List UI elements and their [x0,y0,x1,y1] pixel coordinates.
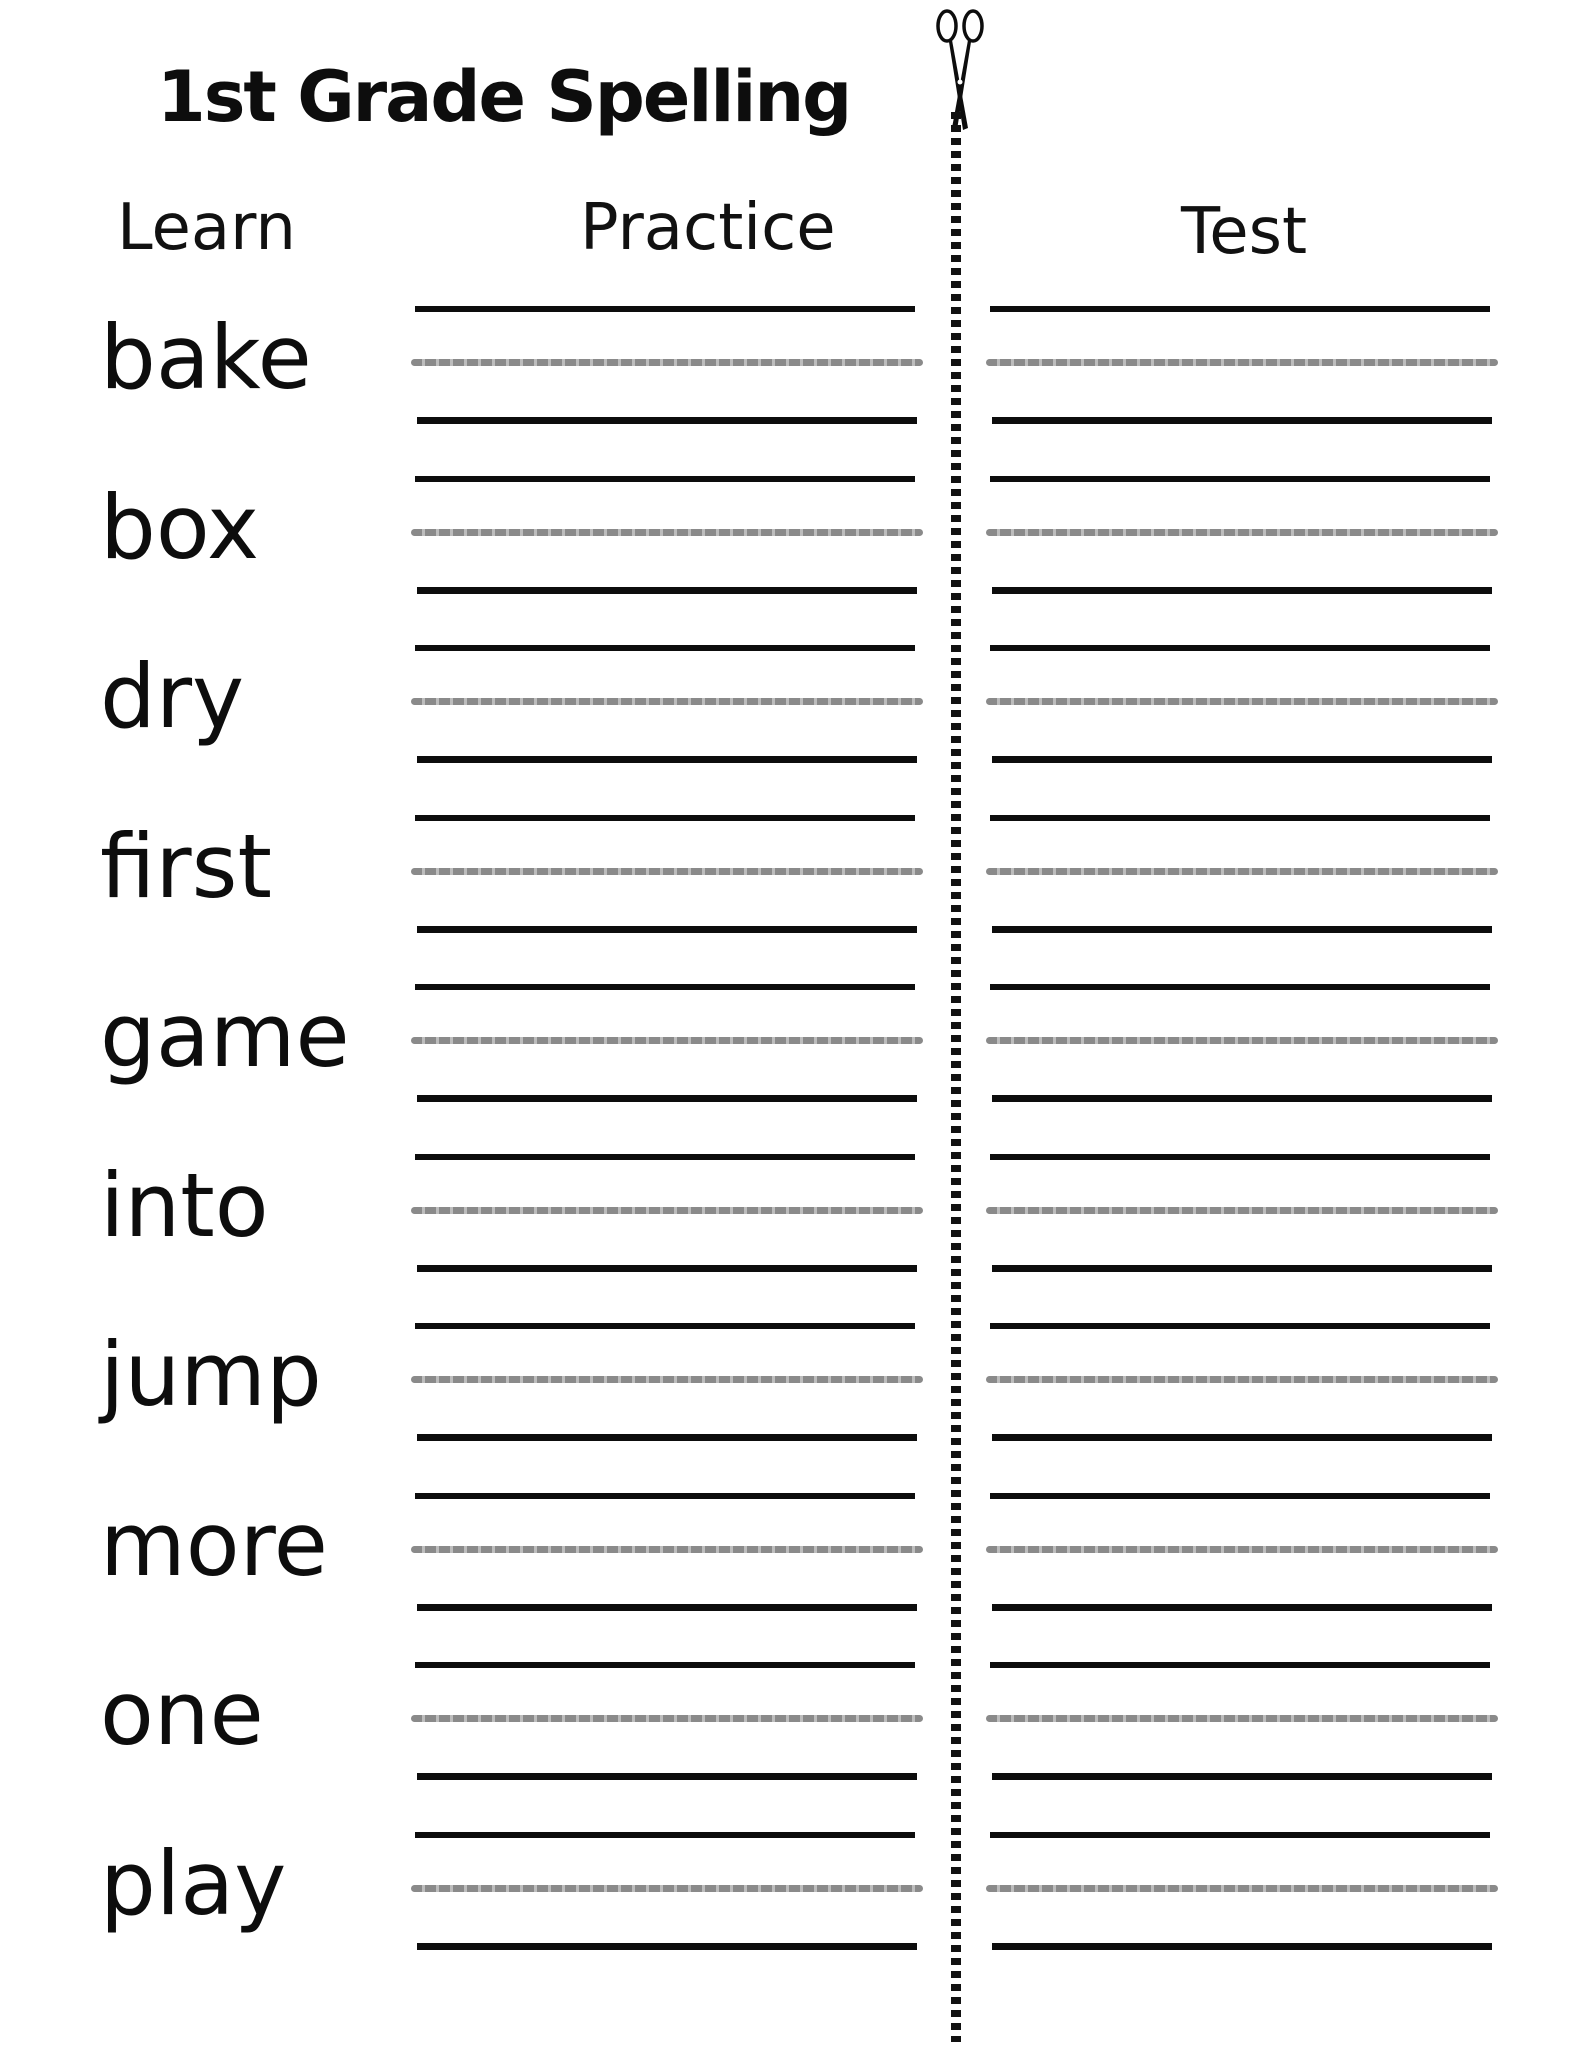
practice-writing-lines[interactable] [415,645,920,770]
mid-guide-line [411,359,923,366]
top-guide-line [415,476,915,482]
mid-guide-line [986,698,1498,705]
mid-guide-line [411,1546,923,1553]
spelling-word: one [100,1662,264,1765]
spelling-row [0,476,1588,646]
spelling-row [0,306,1588,476]
test-writing-lines[interactable] [990,645,1495,770]
top-guide-line [990,1323,1490,1329]
bottom-guide-line [417,1434,917,1441]
top-guide-line [990,815,1490,821]
bottom-guide-line [417,1773,917,1780]
top-guide-line [415,1832,915,1838]
top-guide-line [415,306,915,312]
test-writing-lines[interactable] [990,1662,1495,1787]
practice-writing-lines[interactable] [415,984,920,1109]
top-guide-line [990,476,1490,482]
top-guide-line [990,306,1490,312]
bottom-guide-line [992,1604,1492,1611]
top-guide-line [990,1493,1490,1499]
mid-guide-line [986,1037,1498,1044]
spelling-word: dry [100,645,245,748]
bottom-guide-line [417,1265,917,1272]
learn-column-header: Learn [117,191,296,265]
top-guide-line [415,1323,915,1329]
test-column-header: Test [1181,195,1308,269]
bottom-guide-line [417,1943,917,1950]
bottom-guide-line [417,587,917,594]
mid-guide-line [411,868,923,875]
top-guide-line [415,1493,915,1499]
mid-guide-line [411,1207,923,1214]
bottom-guide-line [417,1604,917,1611]
bottom-guide-line [992,756,1492,763]
test-writing-lines[interactable] [990,984,1495,1109]
mid-guide-line [986,1885,1498,1892]
mid-guide-line [986,359,1498,366]
test-writing-lines[interactable] [990,476,1495,601]
worksheet-title: 1st Grade Spelling [157,56,851,138]
bottom-guide-line [992,587,1492,594]
test-writing-lines[interactable] [990,1493,1495,1618]
top-guide-line [990,984,1490,990]
top-guide-line [415,815,915,821]
practice-column-header: Practice [580,191,836,265]
spelling-word: more [100,1493,328,1596]
mid-guide-line [411,1885,923,1892]
mid-guide-line [986,1715,1498,1722]
mid-guide-line [986,868,1498,875]
top-guide-line [415,1662,915,1668]
mid-guide-line [411,529,923,536]
mid-guide-line [411,698,923,705]
spelling-word: jump [100,1323,322,1426]
top-guide-line [415,984,915,990]
bottom-guide-line [992,1265,1492,1272]
spelling-word: bake [100,306,312,409]
bottom-guide-line [992,1434,1492,1441]
spelling-row [0,1154,1588,1324]
mid-guide-line [411,1715,923,1722]
practice-writing-lines[interactable] [415,815,920,940]
bottom-guide-line [417,926,917,933]
bottom-guide-line [992,926,1492,933]
practice-writing-lines[interactable] [415,1662,920,1787]
spelling-row [0,1832,1588,2002]
practice-writing-lines[interactable] [415,476,920,601]
top-guide-line [415,645,915,651]
test-writing-lines[interactable] [990,1323,1495,1448]
test-writing-lines[interactable] [990,1154,1495,1279]
mid-guide-line [986,529,1498,536]
practice-writing-lines[interactable] [415,1493,920,1618]
spelling-word: play [100,1832,287,1935]
mid-guide-line [986,1546,1498,1553]
bottom-guide-line [992,1773,1492,1780]
bottom-guide-line [417,417,917,424]
test-writing-lines[interactable] [990,1832,1495,1957]
top-guide-line [990,645,1490,651]
bottom-guide-line [417,1095,917,1102]
top-guide-line [415,1154,915,1160]
mid-guide-line [411,1376,923,1383]
test-writing-lines[interactable] [990,815,1495,940]
spelling-row [0,984,1588,1154]
spelling-word: game [100,984,350,1087]
mid-guide-line [986,1376,1498,1383]
top-guide-line [990,1662,1490,1668]
bottom-guide-line [992,1943,1492,1950]
bottom-guide-line [417,756,917,763]
spelling-row [0,1323,1588,1493]
spelling-word: first [100,815,272,918]
spelling-row [0,815,1588,985]
bottom-guide-line [992,1095,1492,1102]
spelling-word: into [100,1154,269,1257]
mid-guide-line [986,1207,1498,1214]
spelling-row [0,1662,1588,1832]
top-guide-line [990,1832,1490,1838]
spelling-row [0,645,1588,815]
practice-writing-lines[interactable] [415,1323,920,1448]
test-writing-lines[interactable] [990,306,1495,431]
mid-guide-line [411,1037,923,1044]
bottom-guide-line [992,417,1492,424]
practice-writing-lines[interactable] [415,1832,920,1957]
practice-writing-lines[interactable] [415,1154,920,1279]
spelling-row [0,1493,1588,1663]
practice-writing-lines[interactable] [415,306,920,431]
top-guide-line [990,1154,1490,1160]
spelling-word: box [100,476,260,579]
